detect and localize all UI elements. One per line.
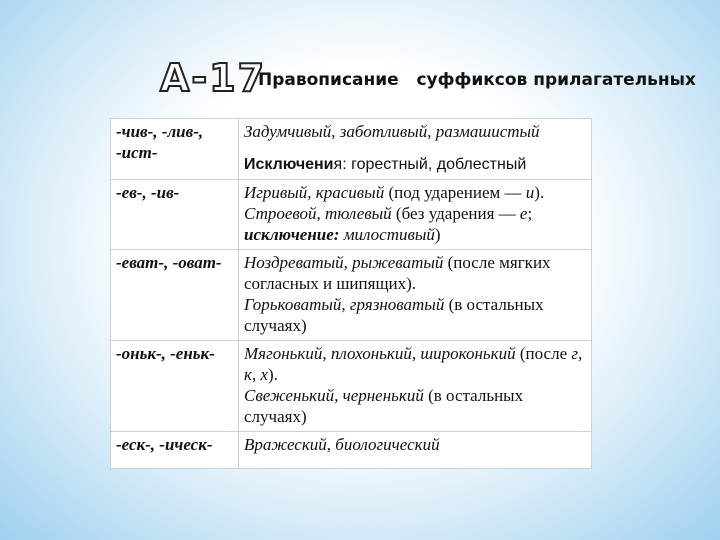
suffix-cell: -еват-, -оват- — [111, 250, 239, 341]
example-text: Строевой, тюлевый — [244, 204, 392, 223]
suffix-cell: -чив-, -лив-, -ист- — [111, 119, 239, 180]
example-text: Горьковатый, грязноватый — [244, 295, 445, 314]
table-row — [111, 250, 592, 341]
exception-label: Исключени — [244, 156, 334, 173]
note-text: (под ударением — — [384, 183, 526, 202]
title-text: Правописание суффиксов прилагательных — [258, 70, 696, 90]
exception-label-tail: я — [333, 156, 343, 173]
exception-label: исключение: — [244, 225, 340, 244]
example-text: Ноздреватый, рыжеватый — [244, 253, 444, 272]
table-row — [111, 341, 592, 432]
example-cell — [239, 180, 592, 250]
example-text: Вражеский, биологический — [244, 435, 440, 454]
example-cell — [239, 250, 592, 341]
note-text: (после — [515, 344, 572, 363]
example-text: Задумчивый, заботливый, размашистый — [244, 122, 540, 141]
letter-text: и — [525, 183, 535, 202]
note-text: (в остальных случаях) — [244, 386, 524, 426]
note-text: (без ударения — — [391, 204, 520, 223]
letter-text: е — [519, 204, 528, 223]
note-text: ). — [268, 365, 278, 384]
exception-line — [244, 154, 586, 175]
example-cell — [239, 432, 592, 469]
letter-text: г, к, х — [244, 344, 583, 384]
note-text: ) — [434, 225, 441, 244]
suffix-cell: -еск-, -ическ- — [111, 432, 239, 469]
suffix-cell: -оньк-, -еньк- — [111, 341, 239, 432]
example-cell — [239, 119, 592, 180]
exception-word: милостивый — [339, 225, 435, 244]
title-number: А-17 — [160, 56, 267, 100]
example-text: Игривый, красивый — [244, 183, 385, 202]
suffix-rules-table — [110, 118, 592, 469]
note-text: (в остальных случаях) — [244, 295, 544, 335]
table-row — [111, 180, 592, 250]
table-row — [111, 119, 592, 180]
example-text: Свеженький, черненький — [244, 386, 424, 405]
note-text: ; — [527, 204, 533, 223]
note-text: (после мягких согласных и шипящих). — [244, 253, 551, 293]
table-row — [111, 432, 592, 469]
exception-text: : горестный, доблестный — [342, 156, 527, 173]
suffix-cell: -ев-, -ив- — [111, 180, 239, 250]
example-cell — [239, 341, 592, 432]
note-text: ). — [534, 183, 545, 202]
example-text: Мягонький, плохонький, широконький — [244, 344, 516, 363]
